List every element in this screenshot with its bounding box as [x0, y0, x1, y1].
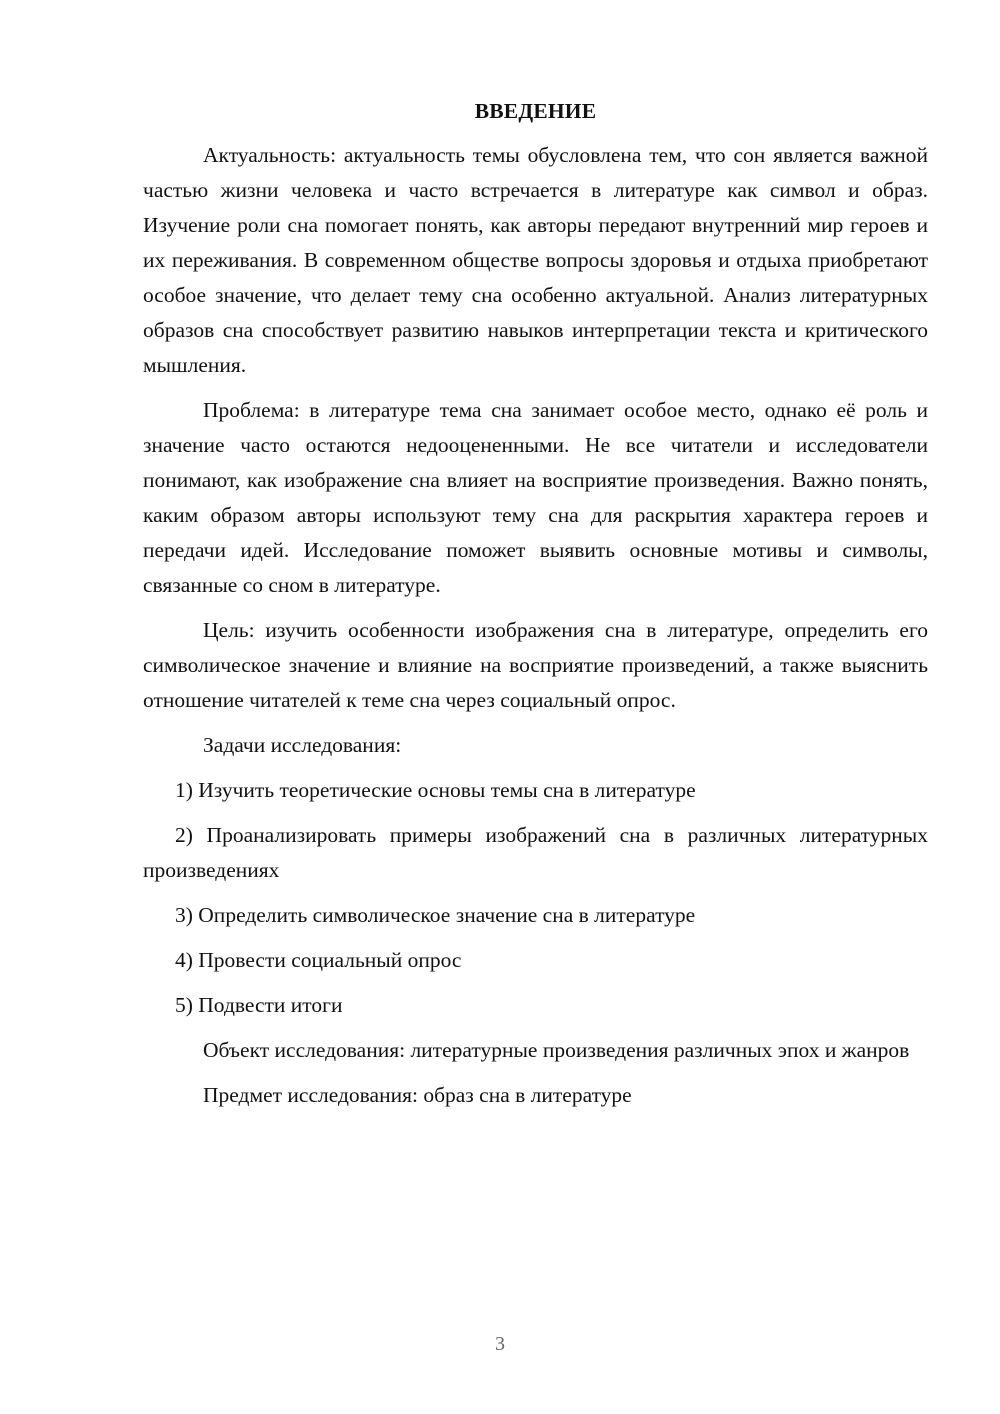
page-number: 3	[495, 1333, 505, 1355]
document-body	[143, 96, 928, 1123]
object-paragraph: Объект исследования: литературные произведения различных эпох и жанров	[203, 1038, 910, 1062]
tasks-label: Задачи исследования:	[203, 733, 402, 757]
section-heading: ВВЕДЕНИЕ	[474, 99, 597, 123]
task-item: 4) Провести социальный опрос	[175, 948, 462, 972]
task-item: 3) Определить символическое значение сна в литературе	[175, 903, 696, 927]
relevance-paragraph: Актуальность: актуальность темы обусловлена тем, что сон является важной частью жизни человека и часто встречается в литературе как символ и образ. Изучение роли сна помогает понять, как авторы передают внутренний мир героев и их переживания. В современном обществе вопросы здоровья и отдыха приобретают особое значение, что делает тему сна особенно актуальной. Анализ литературных образов сна способствует развитию навыков интерпретации текста и критического мышления.	[143, 143, 928, 377]
subject-paragraph: Предмет исследования: образ сна в литературе	[203, 1083, 632, 1107]
problem-paragraph: Проблема: в литературе тема сна занимает особое место, однако её роль и значение часто остаются недооцененными. Не все читатели и исследователи понимают, как изображение сна влияет на восприятие произведения. Важно понять, каким образом авторы используют тему сна для раскрытия характера героев и передачи идей. Исследование поможет выявить основные мотивы и символы, связанные со сном в литературе.	[143, 398, 928, 597]
task-item: 1) Изучить теоретические основы темы сна в литературе	[175, 778, 696, 802]
goal-paragraph: Цель: изучить особенности изображения сна в литературе, определить его символическое значение и влияние на восприятие произведений, а также выяснить отношение читателей к теме сна через социальный опрос.	[143, 618, 928, 712]
task-item: 5) Подвести итоги	[175, 993, 343, 1017]
task-item: 2) Проанализировать примеры изображений сна в различных литературных произведениях	[143, 823, 928, 882]
